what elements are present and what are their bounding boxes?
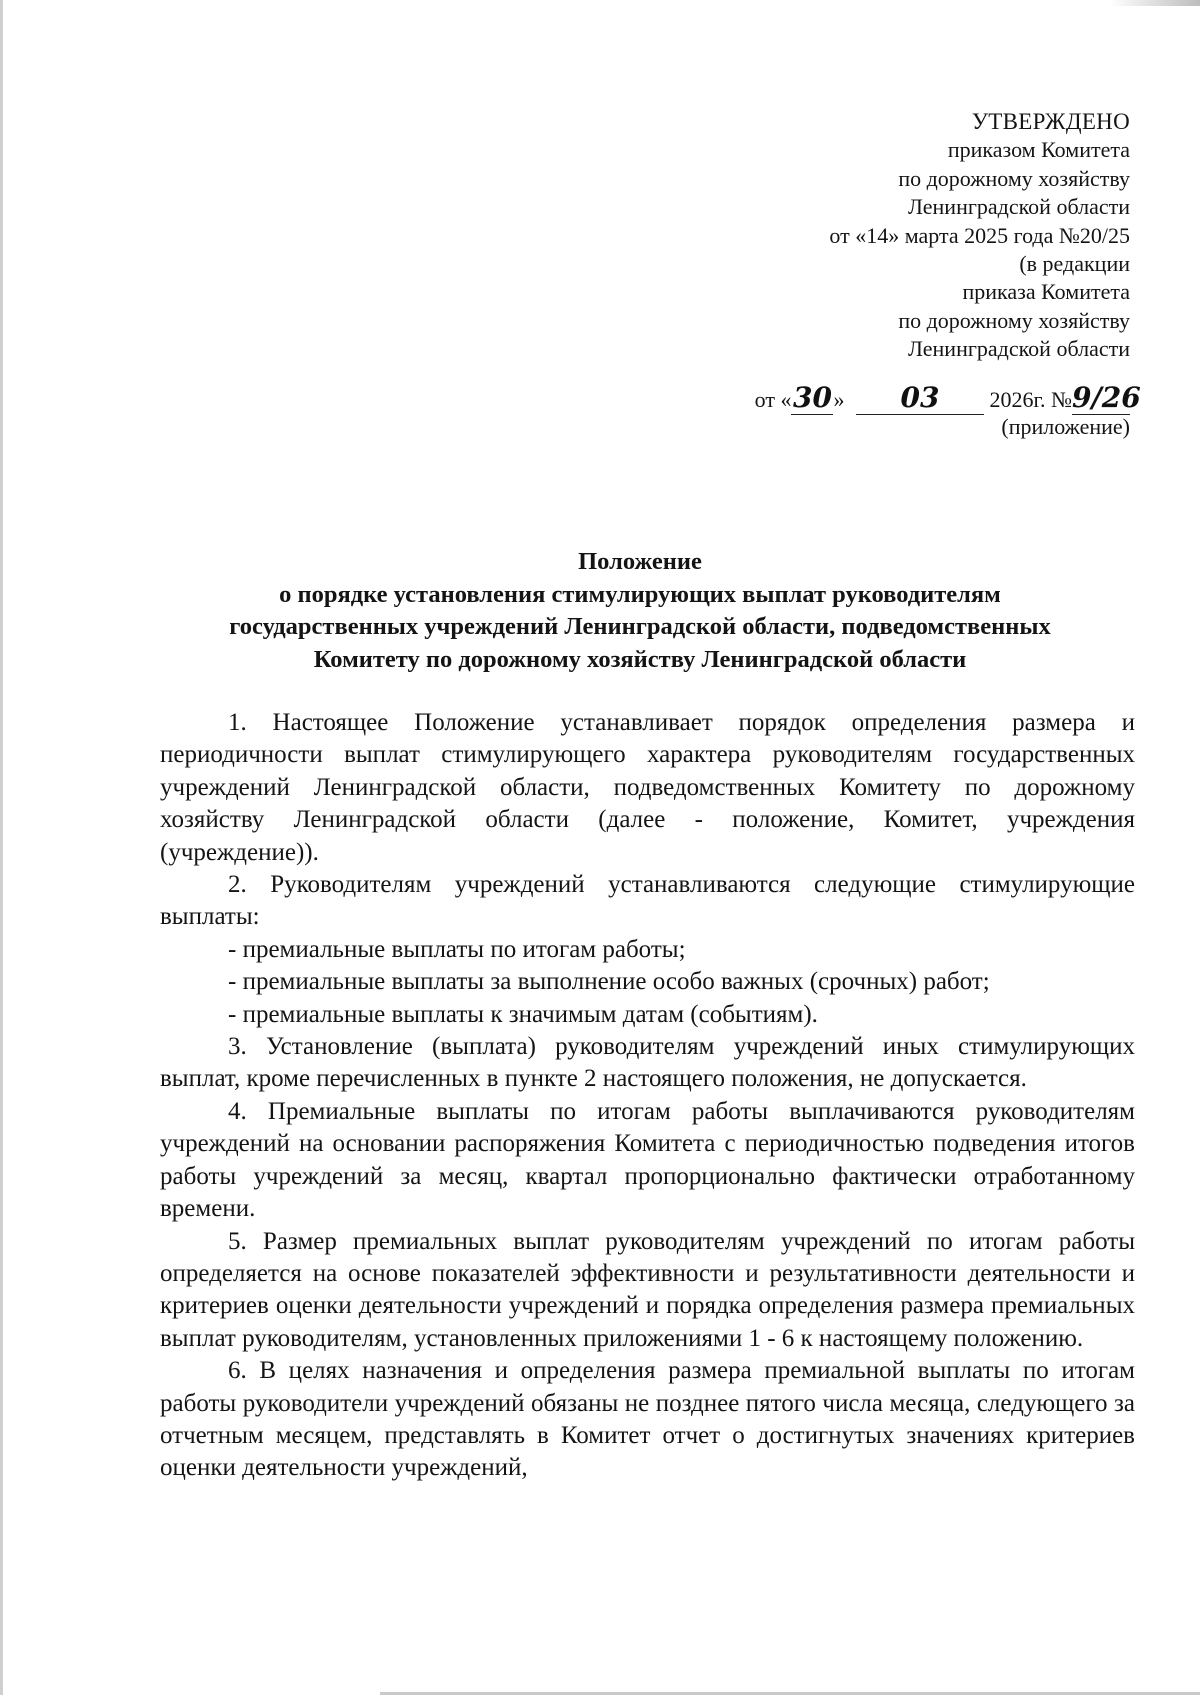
title-line: о порядке установления стимулирующих выплат руководителям: [279, 580, 1001, 608]
paragraph-3: 3. Установление (выплата) руководителям учреждений иных стимулирующих выплат, кроме перечисленных в пункте 2 настоящего положения, не допускается.: [160, 1033, 1135, 1093]
handwritten-day: 30: [792, 381, 832, 414]
handwritten-month: 03: [900, 381, 940, 414]
approval-block: [670, 108, 1130, 364]
open-quote: «: [780, 387, 792, 412]
title-line: Положение: [578, 548, 702, 575]
approval-line: УТВЕРЖДЕНО: [971, 109, 1130, 134]
document-title: [160, 546, 1120, 676]
approval-line: по дорожному хозяйству: [898, 307, 1130, 333]
amendment-date-line: [754, 381, 1141, 415]
paragraph-1: 1. Настоящее Положение устанавливает порядок определения размера и периодичности выплат стимулирующего характера руководителям государственных учреждений Ленинградской области, подведомственных Комитету по дорожному хозяйству Ленинградской области (далее - положение, Комитет, учреждения (учреждение)).: [160, 709, 1135, 866]
approval-line: приказа Комитета: [962, 279, 1130, 305]
paragraph-5: 5. Размер премиальных выплат руководителям учреждений по итогам работы определяется на основе показателей эффективности и результативности деятельности и критериев оценки деятельности учреждений и порядка определения размера премиальных выплат руководителям, установленных приложениями 1 - 6 к настоящему положению.: [160, 1227, 1135, 1352]
paragraph-2: 2. Руководителям учреждений устанавливаются следующие стимулирующие выплаты:: [160, 871, 1135, 931]
close-quote: »: [833, 387, 845, 412]
approval-line: Ленинградской области: [908, 194, 1130, 220]
approval-line: (в редакции: [1019, 251, 1130, 277]
approval-line: Ленинградской области: [908, 336, 1130, 362]
approval-line: приказом Комитета: [947, 137, 1130, 163]
year-label: 2026г.: [989, 387, 1046, 412]
bullet-item: - премиальные выплаты за выполнение особо важных (срочных) работ;: [228, 968, 990, 996]
scan-left-edge: [0, 0, 3, 1695]
approval-line: от «14» марта 2025 года №20/25: [829, 222, 1130, 248]
document-body: [160, 707, 1135, 1485]
bullet-item: - премиальные выплаты к значимым датам (событиям).: [228, 1000, 818, 1028]
handwritten-day-field: [791, 381, 833, 415]
handwritten-number: 9/26: [1072, 381, 1141, 414]
number-label: №: [1051, 387, 1072, 412]
paragraph-4: 4. Премиальные выплаты по итогам работы выплачиваются руководителям учреждений на основании распоряжения Комитета с периодичностью подведения итогов работы учреждений за месяц, квартал пропорционально фактически отработанному времени.: [160, 1097, 1135, 1223]
bullet-item: - премиальные выплаты по итогам работы;: [228, 935, 686, 963]
title-line: Комитету по дорожному хозяйству Ленинградской области: [313, 645, 967, 673]
date-prefix: от: [754, 387, 775, 412]
handwritten-number-field: [1072, 381, 1141, 415]
approval-line: по дорожному хозяйству: [898, 165, 1130, 191]
scan-top-smudge: [1110, 0, 1200, 6]
paragraph-6: 6. В целях назначения и определения размера премиальной выплаты по итогам работы руководители учреждений обязаны не позднее пятого числа месяца, следующего за отчетным месяцем, представлять в Комитет отчет о достигнутых значениях критериев оценки деятельности учреждений,: [160, 1357, 1135, 1482]
handwritten-month-field: [856, 381, 984, 415]
title-line: государственных учреждений Ленинградской области, подведомственных: [229, 613, 1051, 640]
appendix-note: (приложение): [1001, 414, 1130, 439]
